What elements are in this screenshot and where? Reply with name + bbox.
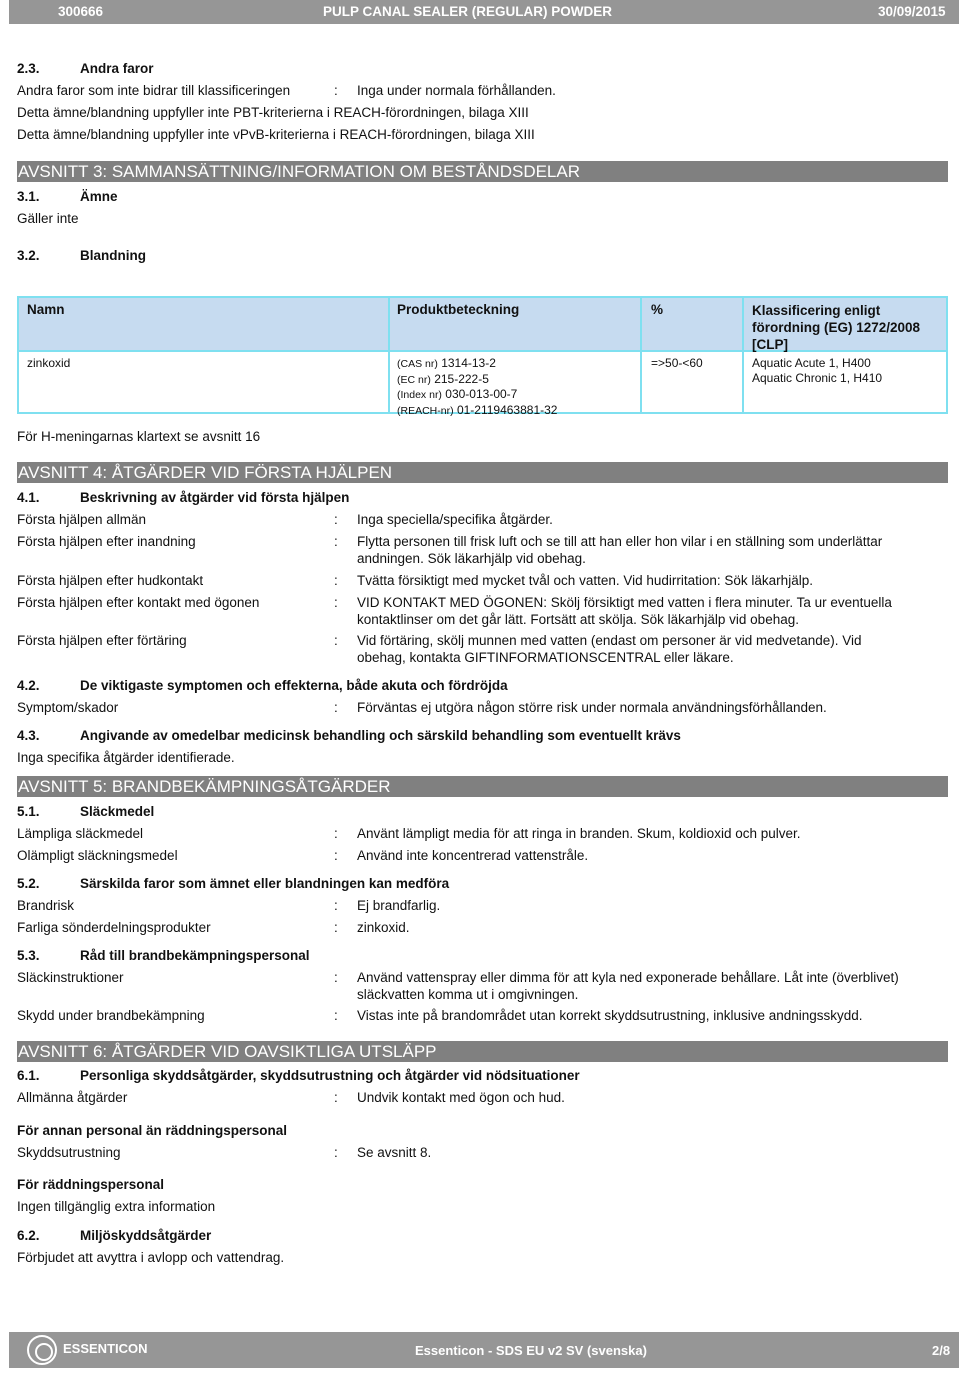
h-statements-note: För H-meningarnas klartext se avsnitt 16 [17, 429, 261, 444]
essenticon-logo-icon [27, 1335, 57, 1365]
subsection-number: 5.3. [17, 948, 40, 963]
section-3-heading: AVSNITT 3: SAMMANSÄTTNING/INFORMATION OM BESTÅNDSDELAR [17, 161, 948, 182]
field-label: Lämpliga släckmedel [17, 826, 144, 841]
subsection-title: Andra faror [80, 61, 154, 76]
subsection-title: Personliga skyddsåtgärder, skyddsutrustning och åtgärder vid nödsituationer [80, 1068, 580, 1083]
field-value-cont: andningen. Sök läkarhjälp vid obehag. [357, 551, 586, 566]
subsection-title: Ämne [80, 189, 118, 204]
separator: : [334, 1090, 338, 1105]
id-line [397, 403, 557, 419]
separator: : [334, 920, 338, 935]
separator: : [334, 595, 338, 610]
field-label: Första hjälpen efter hudkontakt [17, 573, 204, 588]
id-value: 01-2119463881-32 [456, 402, 558, 417]
id-line [397, 372, 557, 388]
field-label: Farliga sönderdelningsprodukter [17, 920, 211, 935]
header-percent: % [651, 302, 664, 317]
id-value: 215-222-5 [434, 371, 489, 386]
id-value: 030-013-00-7 [445, 387, 518, 401]
field-value: VID KONTAKT MED ÖGONEN: Skölj försiktigt med vatten i flera minuter. Ta ur eventuella [357, 595, 892, 610]
header-classification-line: Klassificering enligt [752, 303, 881, 318]
field-value-cont: obehag, kontakta GIFTINFORMATIONSCENTRAL eller läkare. [357, 650, 734, 665]
field-label: Skyddsutrustning [17, 1145, 121, 1160]
subsection-title: Blandning [80, 248, 146, 263]
composition-table [17, 296, 948, 417]
subsection-number: 4.2. [17, 678, 40, 693]
field-label: Allmänna åtgärder [17, 1090, 128, 1105]
table-cell-classification [752, 356, 882, 385]
substance-text: Gäller inte [17, 211, 79, 226]
subsection-number: 6.1. [17, 1068, 40, 1083]
table-cell-name: zinkoxid [27, 356, 71, 370]
field-value: Inga speciella/specifika åtgärder. [357, 512, 553, 527]
field-value: Tvätta försiktigt med mycket tvål och vatten. Vid hudirritation: Sök läkarhjälp. [357, 573, 813, 588]
table-divider [388, 298, 390, 412]
group-title: För annan personal än räddningspersonal [17, 1123, 288, 1138]
subsection-title: Beskrivning av åtgärder vid första hjälpen [80, 490, 350, 505]
header-classification-line: [CLP] [752, 337, 788, 352]
id-line [397, 387, 557, 403]
subsection-number: 5.1. [17, 804, 40, 819]
separator: : [334, 826, 338, 841]
separator: : [334, 573, 338, 588]
field-value-cont: släckvatten komma ut i omgivningen. [357, 987, 579, 1002]
field-value: Vistas inte på brandområdet utan korrekt skyddsutrustning, inklusive andningsskydd. [357, 1008, 863, 1023]
subsection-title: Angivande av omedelbar medicinsk behandling och särskild behandling som eventuellt krävs [80, 728, 681, 743]
separator: : [334, 898, 338, 913]
product-name: PULP CANAL SEALER (REGULAR) POWDER [323, 4, 613, 19]
field-value: Undvik kontakt med ögon och hud. [357, 1090, 565, 1105]
field-label: Första hjälpen efter förtäring [17, 633, 187, 648]
field-value: Ej brandfarlig. [357, 898, 441, 913]
table-cell-ids [397, 356, 557, 418]
field-label: Skydd under brandbekämpning [17, 1008, 205, 1023]
field-value-cont: kontaktlinser om det går lätt. Fortsätt att skölja. Sök läkarhjälp vid obehag. [357, 612, 799, 627]
field-value: Flytta personen till frisk luft och se till att han eller hon vilar i en ställning som underlättar [357, 534, 883, 549]
section-6-heading: AVSNITT 6: ÅTGÄRDER VID OAVSIKTLIGA UTSLÄPP [17, 1041, 948, 1062]
separator: : [334, 83, 338, 98]
table-divider [640, 298, 642, 412]
field-value: zinkoxid. [357, 920, 410, 935]
separator: : [334, 512, 338, 527]
id-label: (REACH-nr) [397, 404, 454, 417]
vpvb-text: Detta ämne/blandning uppfyller inte vPvB-kriterierna i REACH-förordningen, bilaga XIII [17, 127, 535, 142]
header-name: Namn [27, 302, 65, 317]
field-value: Se avsnitt 8. [357, 1145, 432, 1160]
body-text: Inga specifika åtgärder identifierade. [17, 750, 235, 765]
separator: : [334, 1145, 338, 1160]
section-4-heading: AVSNITT 4: ÅTGÄRDER VID FÖRSTA HJÄLPEN [17, 462, 948, 483]
page-footer [9, 1332, 959, 1368]
subsection-title: De viktigaste symptomen och effekterna, både akuta och fördröjda [80, 678, 508, 693]
field-label: Symptom/skador [17, 700, 119, 715]
product-code: 300666 [58, 4, 104, 19]
separator: : [334, 848, 338, 863]
subsection-title: Miljöskyddsåtgärder [80, 1228, 212, 1243]
id-label: (EC nr) [397, 373, 431, 386]
field-value: Inga under normala förhållanden. [357, 83, 556, 98]
field-label: Andra faror som inte bidrar till klassificeringen [17, 83, 291, 98]
subsection-title: Råd till brandbekämpningspersonal [80, 948, 310, 963]
field-value: Använt lämpligt media för att ringa in branden. Skum, koldioxid och pulver. [357, 826, 801, 841]
id-label: (Index nr) [397, 389, 442, 401]
footer-document-name: Essenticon - SDS EU v2 SV (svenska) [415, 1343, 647, 1358]
header-classification-line: förordning (EG) 1272/2008 [752, 320, 921, 335]
field-value: Vid förtäring, skölj munnen med vatten (endast om personer är vid medvetande). Vid [357, 633, 862, 648]
field-value: Använd vattenspray eller dimma för att kyla ned exponerade behållare. Låt inte (överblivet) [357, 970, 899, 985]
subsection-number: 5.2. [17, 876, 40, 891]
classification-line: Aquatic Chronic 1, H410 [752, 370, 883, 385]
body-text: Ingen tillgänglig extra information [17, 1199, 216, 1214]
field-label: Olämpligt släckningsmedel [17, 848, 178, 863]
subsection-number: 3.1. [17, 189, 40, 204]
field-label: Första hjälpen allmän [17, 512, 147, 527]
subsection-number: 2.3. [17, 61, 40, 76]
group-title: För räddningspersonal [17, 1177, 165, 1192]
table-cell-percent: =>50-<60 [651, 356, 703, 370]
field-label: Första hjälpen efter kontakt med ögonen [17, 595, 260, 610]
separator: : [334, 700, 338, 715]
page-header [9, 0, 959, 24]
separator: : [334, 1008, 338, 1023]
field-label: Första hjälpen efter inandning [17, 534, 196, 549]
field-value: Förväntas ej utgöra någon större risk under normala användningsförhållanden. [357, 700, 827, 715]
classification-line: Aquatic Acute 1, H400 [752, 356, 871, 370]
header-classification [752, 302, 920, 353]
table-divider [742, 298, 744, 412]
id-value: 1314-13-2 [441, 356, 496, 370]
section-5-heading: AVSNITT 5: BRANDBEKÄMPNINGSÅTGÄRDER [17, 776, 948, 797]
field-label: Släckinstruktioner [17, 970, 124, 985]
id-label: (CAS nr) [397, 358, 438, 370]
pbt-text: Detta ämne/blandning uppfyller inte PBT-kriterierna i REACH-förordningen, bilaga XIII [17, 105, 529, 120]
subsection-number: 4.1. [17, 490, 40, 505]
subsection-title: Särskilda faror som ämnet eller blandningen kan medföra [80, 876, 450, 891]
logo-text: ESSENTICON [63, 1341, 148, 1356]
field-label: Brandrisk [17, 898, 75, 913]
subsection-number: 4.3. [17, 728, 40, 743]
subsection-number: 6.2. [17, 1228, 40, 1243]
page-number: 2/8 [932, 1343, 951, 1358]
header-date: 30/09/2015 [878, 4, 946, 19]
body-text: Förbjudet att avyttra i avlopp och vattendrag. [17, 1250, 285, 1265]
separator: : [334, 534, 338, 549]
subsection-number: 3.2. [17, 248, 40, 263]
field-value: Använd inte koncentrerad vattenstråle. [357, 848, 589, 863]
separator: : [334, 633, 338, 648]
separator: : [334, 970, 338, 985]
id-line [397, 356, 557, 372]
subsection-title: Släckmedel [80, 804, 155, 819]
header-product: Produktbeteckning [397, 302, 520, 317]
